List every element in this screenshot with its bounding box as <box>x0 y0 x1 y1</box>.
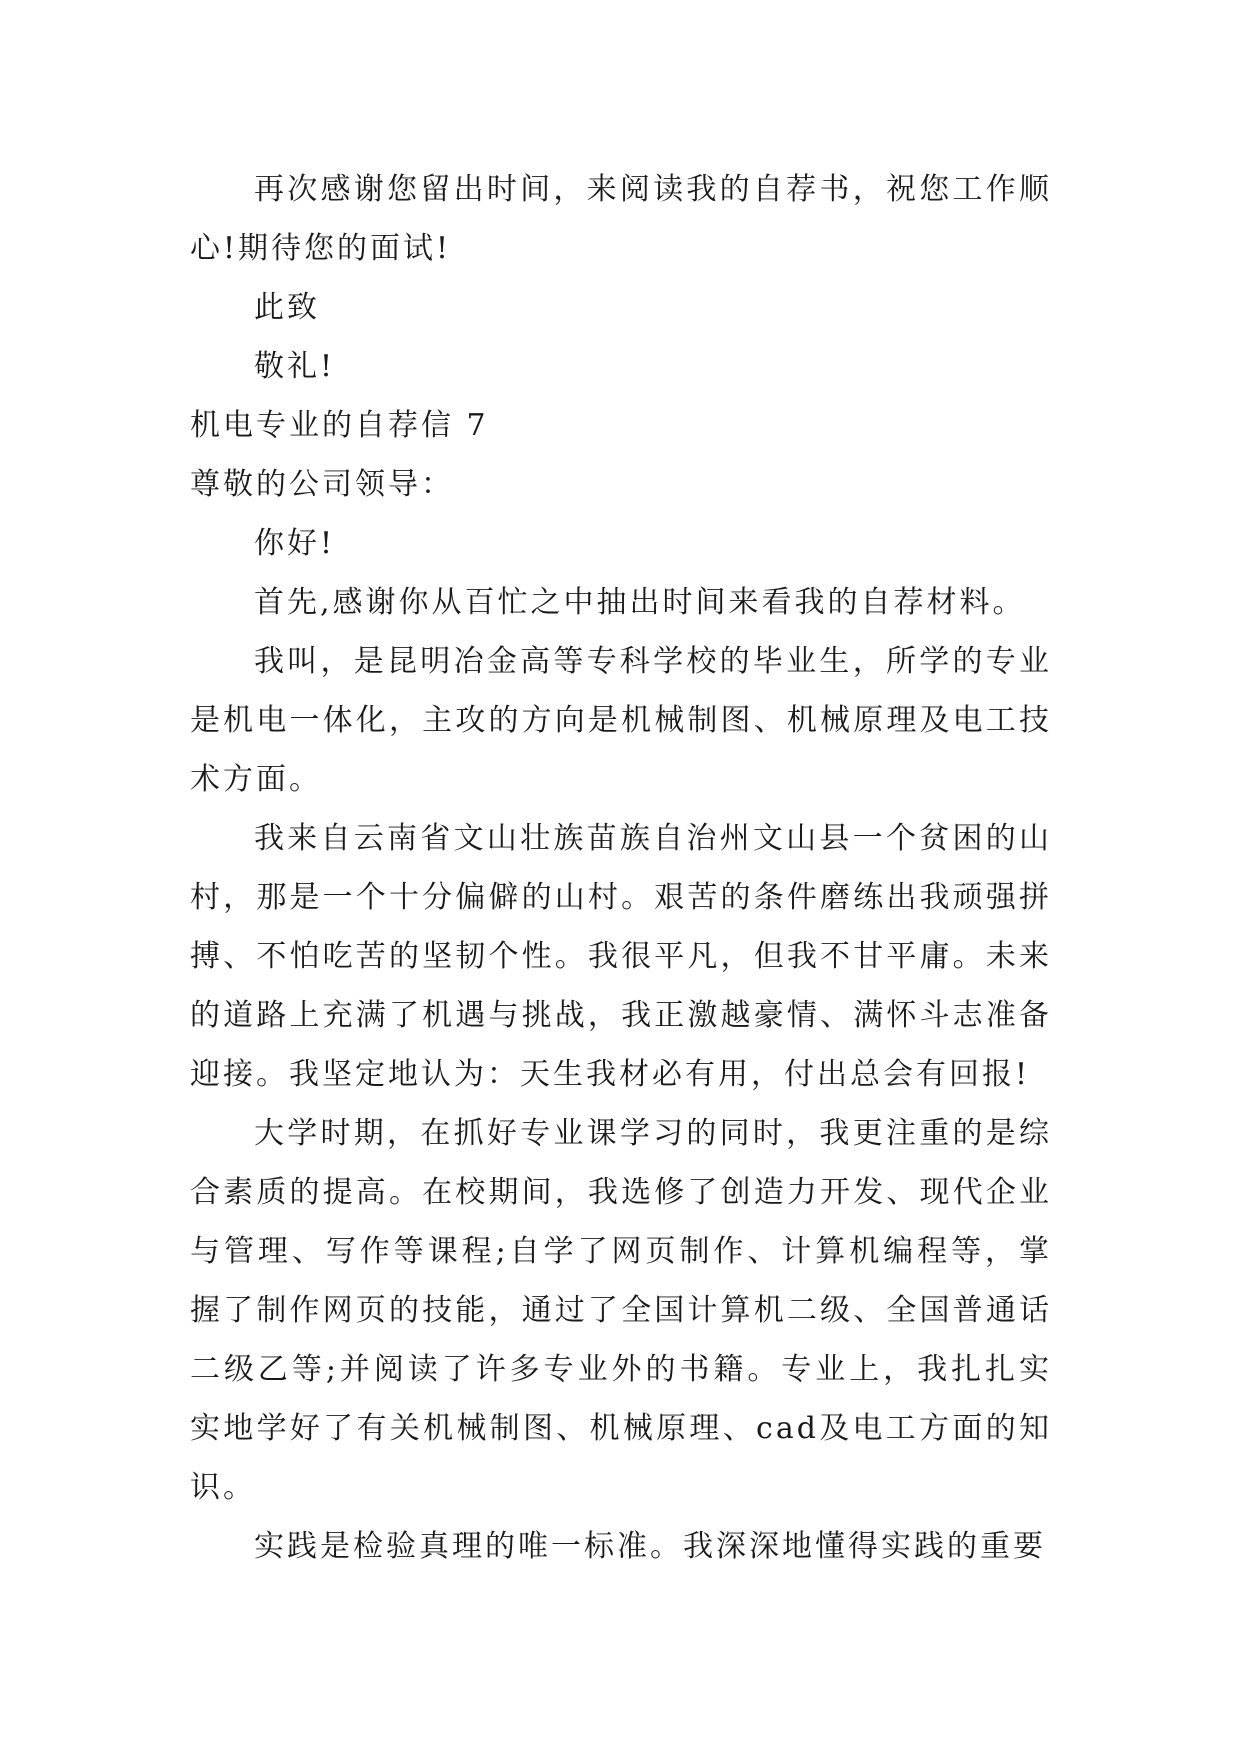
body-paragraph: 我叫，是昆明冶金高等专科学校的毕业生，所学的专业是机电一体化，主攻的方向是机械制图、机械原理及电工技术方面。 <box>190 644 1052 797</box>
document-page <box>190 160 1052 1576</box>
salutation-closing-1: 此致 <box>254 290 320 325</box>
body-paragraph: 首先,感谢你从百忙之中抽出时间来看我的自荐材料。 <box>254 585 1026 620</box>
salutation-closing-2: 敬礼! <box>254 349 336 384</box>
letter-title: 机电专业的自荐信 7 <box>190 408 489 443</box>
closing-paragraph: 再次感谢您留出时间，来阅读我的自荐书，祝您工作顺心!期待您的面试! <box>190 172 1052 266</box>
greeting: 你好! <box>254 526 336 561</box>
body-paragraph: 实践是检验真理的唯一标准。我深深地懂得实践的重要 <box>254 1529 1046 1564</box>
recipient-line: 尊敬的公司领导： <box>190 467 454 502</box>
body-paragraph: 大学时期，在抓好专业课学习的同时，我更注重的是综合素质的提高。在校期间，我选修了创造力开发、现代企业与管理、写作等课程;自学了网页制作、计算机编程等，掌握了制作网页的技能，通过了全国计算机二级、全国普通话二级乙等;并阅读了许多专业外的书籍。专业上，我扎扎实实地学好了有关机械制图、机械原理、cad及电工方面的知识。 <box>190 1116 1052 1505</box>
body-paragraph: 我来自云南省文山壮族苗族自治州文山县一个贫困的山村，那是一个十分偏僻的山村。艰苦的条件磨练出我顽强拼搏、不怕吃苦的坚韧个性。我很平凡，但我不甘平庸。未来的道路上充满了机遇与挑战，我正激越豪情、满怀斗志准备迎接。我坚定地认为：天生我材必有用，付出总会有回报! <box>190 821 1052 1092</box>
